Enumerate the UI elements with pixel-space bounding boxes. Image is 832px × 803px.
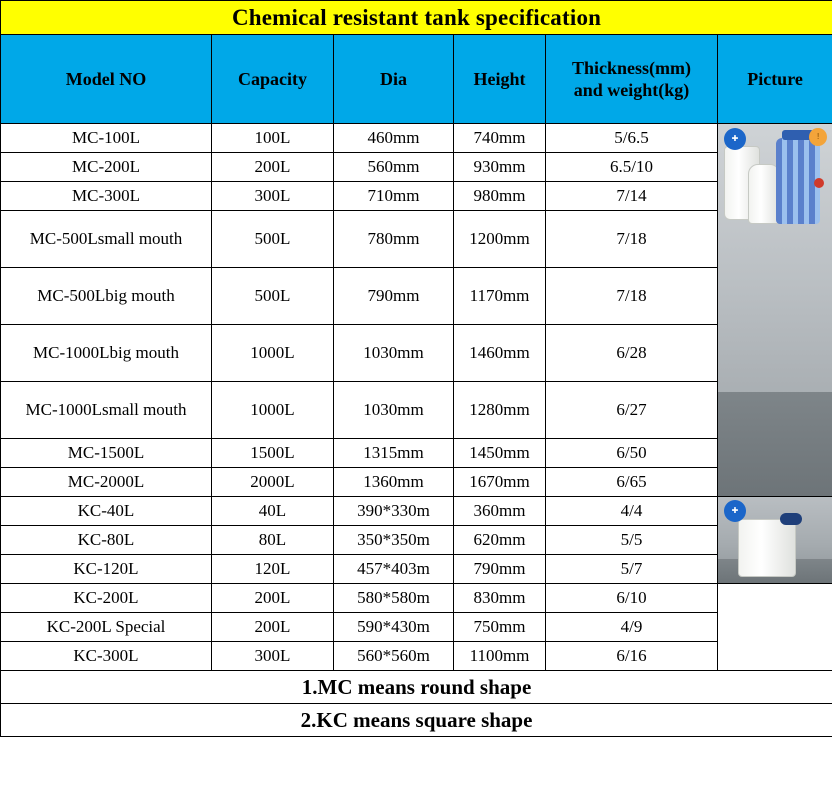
cell-thickness: 7/18 — [546, 268, 718, 325]
cell-height: 980mm — [454, 182, 546, 211]
cell-model: KC-200L Special — [1, 613, 212, 642]
cell-thickness: 7/14 — [546, 182, 718, 211]
cell-model: MC-1000Lsmall mouth — [1, 382, 212, 439]
cell-model: MC-300L — [1, 182, 212, 211]
table-row — [1, 468, 832, 497]
cell-thickness: 4/4 — [546, 497, 718, 526]
cell-height: 1670mm — [454, 468, 546, 497]
table-row — [1, 497, 832, 526]
cell-capacity: 40L — [212, 497, 334, 526]
cell-model: MC-1500L — [1, 439, 212, 468]
cell-dia: 560*560m — [334, 642, 454, 671]
cell-model: KC-200L — [1, 584, 212, 613]
cell-height: 830mm — [454, 584, 546, 613]
cell-dia: 457*403m — [334, 555, 454, 584]
table-row — [1, 439, 832, 468]
cell-dia: 580*580m — [334, 584, 454, 613]
cell-capacity: 200L — [212, 153, 334, 182]
picture-cell-empty — [718, 584, 832, 671]
cell-height: 790mm — [454, 555, 546, 584]
note-mc: 1.MC means round shape — [1, 671, 832, 704]
cell-dia: 790mm — [334, 268, 454, 325]
square-tank-photo — [718, 497, 832, 583]
table-row — [1, 642, 832, 671]
cell-model: MC-2000L — [1, 468, 212, 497]
cell-dia: 1030mm — [334, 325, 454, 382]
warning-badge-icon: ! — [809, 128, 827, 146]
cell-capacity: 1000L — [212, 325, 334, 382]
cell-dia: 1315mm — [334, 439, 454, 468]
cell-model: KC-300L — [1, 642, 212, 671]
cell-height: 1100mm — [454, 642, 546, 671]
note-row — [1, 704, 832, 737]
column-header-capacity: Capacity — [212, 35, 334, 124]
cell-model: MC-500Lbig mouth — [1, 268, 212, 325]
cell-thickness: 5/5 — [546, 526, 718, 555]
cell-model: KC-40L — [1, 497, 212, 526]
table-row — [1, 268, 832, 325]
cell-height: 930mm — [454, 153, 546, 182]
cell-capacity: 500L — [212, 211, 334, 268]
photo-floor — [718, 392, 832, 496]
cell-thickness: 5/6.5 — [546, 124, 718, 153]
certification-badge-icon: ✚ — [724, 500, 746, 522]
cell-model: MC-1000Lbig mouth — [1, 325, 212, 382]
table-header-row — [1, 35, 832, 124]
cell-height: 740mm — [454, 124, 546, 153]
cell-thickness: 6/10 — [546, 584, 718, 613]
column-header-thickness-line2: and weight(kg) — [573, 80, 690, 100]
column-header-thickness-line1: Thickness(mm) — [571, 57, 691, 78]
cell-height: 1170mm — [454, 268, 546, 325]
column-header-height: Height — [454, 35, 546, 124]
table-row — [1, 584, 832, 613]
square-tank-lid — [780, 513, 802, 525]
cell-dia: 390*330m — [334, 497, 454, 526]
round-tank-photo — [718, 124, 832, 496]
cell-height: 1200mm — [454, 211, 546, 268]
title-row — [1, 1, 832, 35]
cell-thickness: 6.5/10 — [546, 153, 718, 182]
cell-thickness: 6/27 — [546, 382, 718, 439]
cell-capacity: 120L — [212, 555, 334, 584]
cell-height: 1460mm — [454, 325, 546, 382]
cell-capacity: 500L — [212, 268, 334, 325]
cell-model: MC-500Lsmall mouth — [1, 211, 212, 268]
cell-thickness: 5/7 — [546, 555, 718, 584]
cell-dia: 780mm — [334, 211, 454, 268]
table-row — [1, 211, 832, 268]
cell-capacity: 300L — [212, 182, 334, 211]
cell-model: KC-120L — [1, 555, 212, 584]
cell-thickness: 6/50 — [546, 439, 718, 468]
cell-capacity: 1000L — [212, 382, 334, 439]
column-header-model: Model NO — [1, 35, 212, 124]
column-header-thickness — [546, 35, 718, 124]
cell-capacity: 1500L — [212, 439, 334, 468]
white-square-tank — [738, 519, 796, 577]
note-row — [1, 671, 832, 704]
cell-thickness: 6/65 — [546, 468, 718, 497]
table-row — [1, 153, 832, 182]
note-kc: 2.KC means square shape — [1, 704, 832, 737]
red-cap-icon — [814, 178, 824, 188]
cell-capacity: 200L — [212, 584, 334, 613]
cell-height: 1280mm — [454, 382, 546, 439]
page-title: Chemical resistant tank specification — [1, 1, 832, 35]
certification-badge-icon: ✚ — [724, 128, 746, 150]
table-row — [1, 382, 832, 439]
cell-thickness: 6/28 — [546, 325, 718, 382]
cell-height: 750mm — [454, 613, 546, 642]
cell-thickness: 6/16 — [546, 642, 718, 671]
cell-height: 360mm — [454, 497, 546, 526]
cell-dia: 350*350m — [334, 526, 454, 555]
cell-dia: 710mm — [334, 182, 454, 211]
cell-height: 1450mm — [454, 439, 546, 468]
table-row — [1, 124, 832, 153]
cell-dia: 1360mm — [334, 468, 454, 497]
cell-height: 620mm — [454, 526, 546, 555]
round-tank-picture-cell — [718, 124, 832, 497]
column-header-dia: Dia — [334, 35, 454, 124]
table-row — [1, 526, 832, 555]
cell-thickness: 4/9 — [546, 613, 718, 642]
square-tank-picture-cell — [718, 497, 832, 584]
cell-capacity: 200L — [212, 613, 334, 642]
cell-dia: 590*430m — [334, 613, 454, 642]
cell-dia: 1030mm — [334, 382, 454, 439]
table-row — [1, 555, 832, 584]
cell-capacity: 100L — [212, 124, 334, 153]
cell-capacity: 80L — [212, 526, 334, 555]
table-row — [1, 182, 832, 211]
cell-dia: 460mm — [334, 124, 454, 153]
cell-model: MC-200L — [1, 153, 212, 182]
cell-thickness: 7/18 — [546, 211, 718, 268]
table-row — [1, 613, 832, 642]
cell-model: KC-80L — [1, 526, 212, 555]
cell-capacity: 2000L — [212, 468, 334, 497]
cell-model: MC-100L — [1, 124, 212, 153]
column-header-picture: Picture — [718, 35, 832, 124]
table-row — [1, 325, 832, 382]
cell-capacity: 300L — [212, 642, 334, 671]
cell-dia: 560mm — [334, 153, 454, 182]
